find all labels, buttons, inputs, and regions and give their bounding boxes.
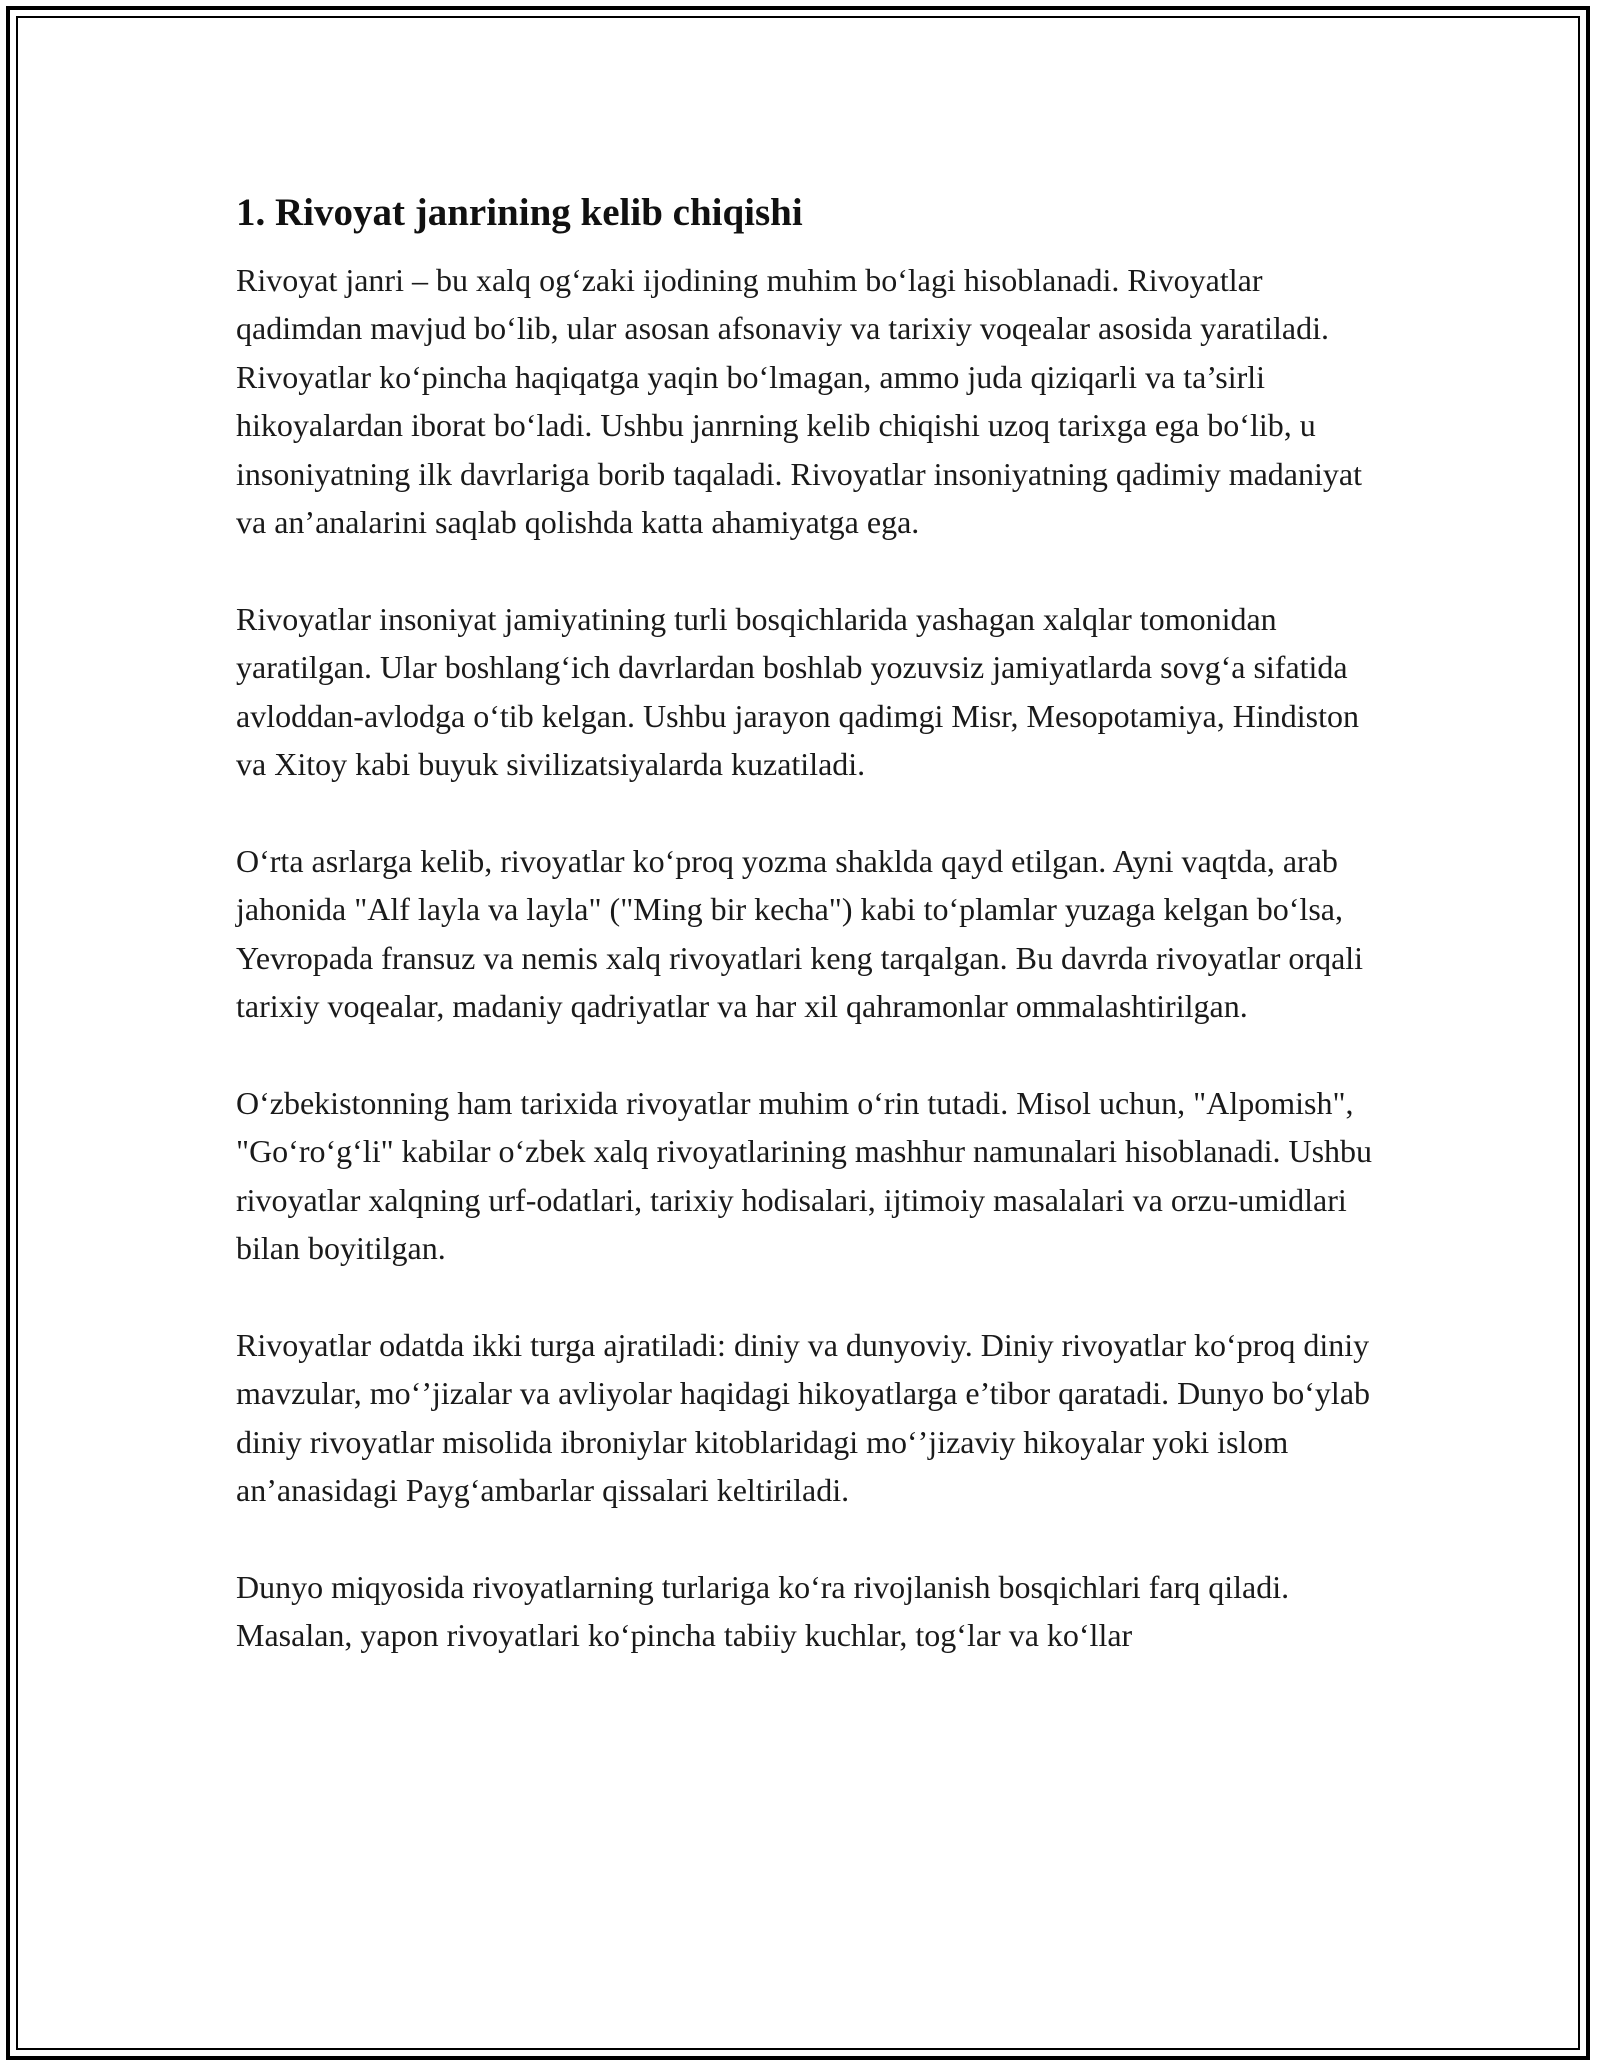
paragraph-3: O‘rta asrlarga kelib, rivoyatlar ko‘proq yozma shaklda qayd etilgan. Ayni vaqtda, arab jahonida "Alf layla va layla" ("Ming bir kecha") kabi to‘plamlar yuzaga kelgan bo‘lsa, Yevropada fransuz va nemis xalq rivoyatlari keng tarqalgan. Bu davrda rivoyatlar orqali tarixiy voqealar, madaniy qadriyatlar va har xil qahramonlar ommalashtirilgan. xyxy=(236,842,1364,1025)
paragraph-5: Rivoyatlar odatda ikki turga ajratiladi: diniy va dunyoviy. Diniy rivoyatlar ko‘proq diniy mavzular, mo‘’jizalar va avliyolar haqidagi hikoyatlarga e’tibor qaratadi. Dunyo bo‘ylab diniy rivoyatlar misolida ibroniylar kitoblaridagi mo‘’jizaviy hikoyalar yoki islom an’anasidagi Payg‘ambarlar qissalari keltiriladi. xyxy=(236,1326,1371,1509)
paragraph-6: Dunyo miqyosida rivoyatlarning turlariga ko‘ra rivojlanish bosqichlari farq qiladi. Masalan, yapon rivoyatlari ko‘pincha tabiiy kuchlar, tog‘lar va ko‘llar xyxy=(236,1568,1290,1654)
paragraph-4: O‘zbekistonning ham tarixida rivoyatlar muhim o‘rin tutadi. Misol uchun, "Alpomish", "Go‘ro‘g‘li" kabilar o‘zbek xalq rivoyatlarining mashhur namunalari hisoblanadi. Ushbu rivoyatlar xalqning urf-odatlari, tarixiy hodisalari, ijtimoiy masalalari va orzu-umidlari bilan boyitilgan. xyxy=(236,1084,1373,1267)
paragraph-2: Rivoyatlar insoniyat jamiyatining turli bosqichlarida yashagan xalqlar tomonidan yaratilgan. Ular boshlang‘ich davrlardan boshlab yozuvsiz jamiyatlarda sovg‘a sifatida avloddan-avlodga o‘tib kelgan. Ushbu jarayon qadimgi Misr, Mesopotamiya, Hindiston va Xitoy kabi buyuk sivilizatsiyalarda kuzatiladi. xyxy=(236,600,1359,783)
section-heading: 1. Rivoyat janrining kelib chiqishi xyxy=(236,191,803,234)
paragraph-1: Rivoyat janri – bu xalq og‘zaki ijodining muhim bo‘lagi hisoblanadi. Rivoyatlar qadimdan mavjud bo‘lib, ular asosan afsonaviy va tarixiy voqealar asosida yaratiladi. Rivoyatlar ko‘pincha haqiqatga yaqin bo‘lmagan, ammo juda qiziqarli va ta’sirli hikoyalardan iborat bo‘ladi. Ushbu janrning kelib chiqishi uzoq tarixga ega bo‘lib, u insoniyatning ilk davrlariga borib taqaladi. Rivoyatlar insoniyatning qadimiy madaniyat va an’analarini saqlab qolishda katta ahamiyatga ega. xyxy=(236,262,1362,541)
document-body xyxy=(236,186,1376,1708)
